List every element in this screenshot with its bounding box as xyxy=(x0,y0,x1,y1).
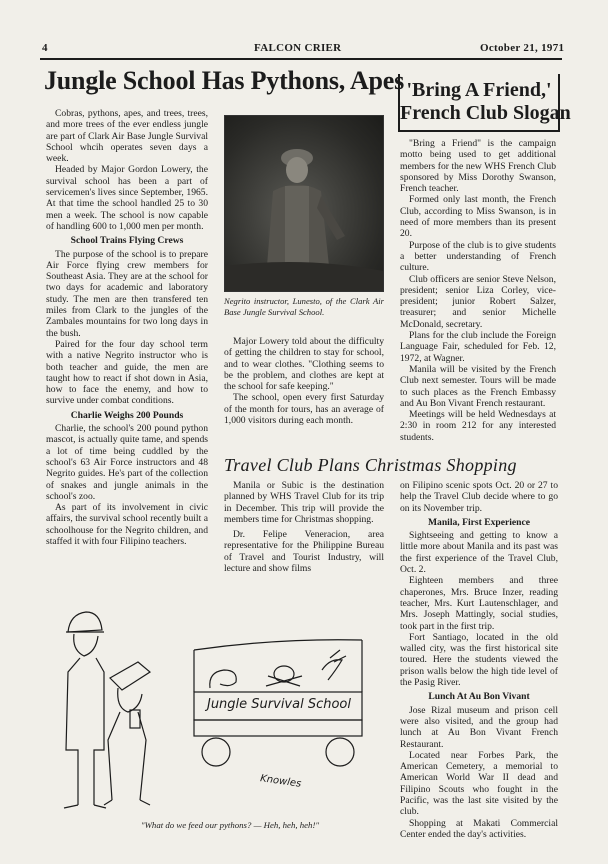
paragraph: Manila or Subic is the destination planned by WHS Travel Club for its trip in December. This trip will provide the members time for Christmas shopping. xyxy=(224,480,384,525)
subhead: School Trains Flying Crews xyxy=(70,235,184,247)
cartoon-signature: Knowles xyxy=(259,773,302,790)
cartoon-caption: "What do we feed our pythons? — Heh, heh, heh!" xyxy=(140,820,320,830)
jungle-column-1 xyxy=(46,108,208,547)
paragraph: Fort Santiago, located in the old walled city, was the first historical site toured. Here the students viewed the prison walls below the high tide level of the Pasig River. xyxy=(400,631,558,689)
photo-caption: Negrito instructor, Lunesto, of the Clark Air Base Jungle Survival School. xyxy=(224,296,384,317)
cartoon xyxy=(60,600,378,815)
paragraph: Charlie, the school's 200 pound python mascot, is actually quite tame, and spends a lot of time being cuddled by the school's 63 Air Force instructors and 48 Negrito guides. He's part of the collection of snakes and jungle animals in the school's zoo. xyxy=(46,423,208,502)
subhead: Charlie Weighs 200 Pounds xyxy=(70,409,184,421)
paragraph: Jose Rizal museum and prison cell were also visited, and the group had lunch at Au Bon Vivant French Restaurant. xyxy=(400,704,558,750)
paragraph: Purpose of the club is to give students a better understanding of French culture. xyxy=(400,239,556,274)
negrito-instructor-photo xyxy=(224,115,384,292)
french-headline-box xyxy=(398,74,571,132)
paragraph: Manila will be visited by the French Club next semester. Tours will be made to such places as the French Embassy and Au Bon Vivant French restaurant. xyxy=(400,363,556,409)
paragraph: Major Lowery told about the difficulty of getting the children to stay for school, and to wear clothes. "Clothing seems to be the problem, and clothes are kept at the school for safe keeping." xyxy=(224,336,384,393)
paragraph: Located near Forbes Park, the American Cemetery, a memorial to American World War II dead and Filipino Scouts who fought in the Pacific, was the last site visited by the club. xyxy=(400,749,558,818)
paragraph: Meetings will be held Wednesdays at 2:30 in room 212 for any interested students. xyxy=(400,409,556,443)
cartoon-sign: Jungle Survival School xyxy=(206,697,351,712)
french-column xyxy=(400,138,556,443)
travel-headline: Travel Club Plans Christmas Shopping xyxy=(224,455,517,475)
paragraph: Paired for the four day school term with a native Negrito instructor who is both teacher and guide, the men are taught how to react if shot down in Asia, how to face the enemy, and how to survive under combat conditions. xyxy=(46,338,208,407)
masthead-rule xyxy=(40,58,562,60)
paragraph: on Filipino scenic spots Oct. 20 or 27 to help the Travel Club decide where to go on its November trip. xyxy=(400,480,558,514)
french-headline-line-1: 'Bring A Friend,' xyxy=(406,79,552,101)
paragraph: "Bring a Friend" is the campaign motto being used to get additional members for the new WHS French Club sponsored by Miss Dorothy Swanson, French teacher. xyxy=(400,138,556,195)
paragraph: As part of its involvement in civic affairs, the survival school recently built a schoolhouse for the Negrito children, and staffed it with four Filipino teachers. xyxy=(46,502,208,547)
french-headline-line-2: French Club Slogan xyxy=(400,102,571,124)
paragraph: The school, open every first Saturday of the month for tours, has an average of 1,000 visitors during each month. xyxy=(224,392,384,427)
paragraph: Shopping at Makati Commercial Center ended the day's activities. xyxy=(400,817,558,840)
paper-name: FALCON CRIER xyxy=(254,42,342,54)
paragraph: Sightseeing and getting to know a little more about Manila and its past was the first experience of the Travel Club, Oct. 2. xyxy=(400,530,558,576)
page-number: 4 xyxy=(42,42,48,54)
paragraph: Headed by Major Gordon Lowery, the survival school has been a part of servicemen's lives since September, 1965. At that time the school handled 25 to 30 men a week. The school is now capable of handling 600 to 1,000 men per month. xyxy=(46,164,208,232)
paragraph: Cobras, pythons, apes, and trees, trees, and more trees of the ever endless jungle are part of Clark Air Base Jungle Survival School whcih operates seven days a week. xyxy=(46,108,208,165)
paragraph: Dr. Felipe Veneracion, area representative for the Philippine Bureau of Travel and Tourist Industry, will lecture and show films xyxy=(224,529,384,575)
paragraph: Club officers are senior Steve Nelson, president; senior Liza Corley, vice-president; junior Robert Salzer, treasurer; and senior Michelle McDonald, secretary. xyxy=(400,273,556,330)
travel-column-a xyxy=(224,480,384,574)
paragraph: The purpose of the school is to prepare Air Force flying crew members for Southeast Asia. They are at the school for two days for academic and laboratory study. The men are then transfered ten miles from Clark to the jungles of the Zambales mountains for two long days in the bush. xyxy=(46,248,208,339)
paragraph: Formed only last month, the French Club, according to Miss Swanson, is in need of more members than its present 20. xyxy=(400,194,556,240)
issue-date: October 21, 1971 xyxy=(480,42,565,54)
travel-column-b xyxy=(400,480,558,840)
subhead: Manila, First Experience xyxy=(427,516,531,528)
paragraph: Plans for the club include the Foreign Language Fair, scheduled for Feb. 12, 1972, at Wagner. xyxy=(400,330,556,364)
jungle-headline: Jungle School Has Pythons, Apes xyxy=(44,66,405,95)
paragraph: Eighteen members and three chaperones, Mrs. Bruce Inzer, reading teacher, Mrs. Kurt Lautenschlager, and Mrs. Joseph Mattingly, social studies, took part in the first trip. xyxy=(400,575,558,632)
photo-figure xyxy=(225,116,383,291)
subhead: Lunch At Au Bon Vivant xyxy=(428,691,530,703)
jungle-column-2 xyxy=(224,336,384,426)
